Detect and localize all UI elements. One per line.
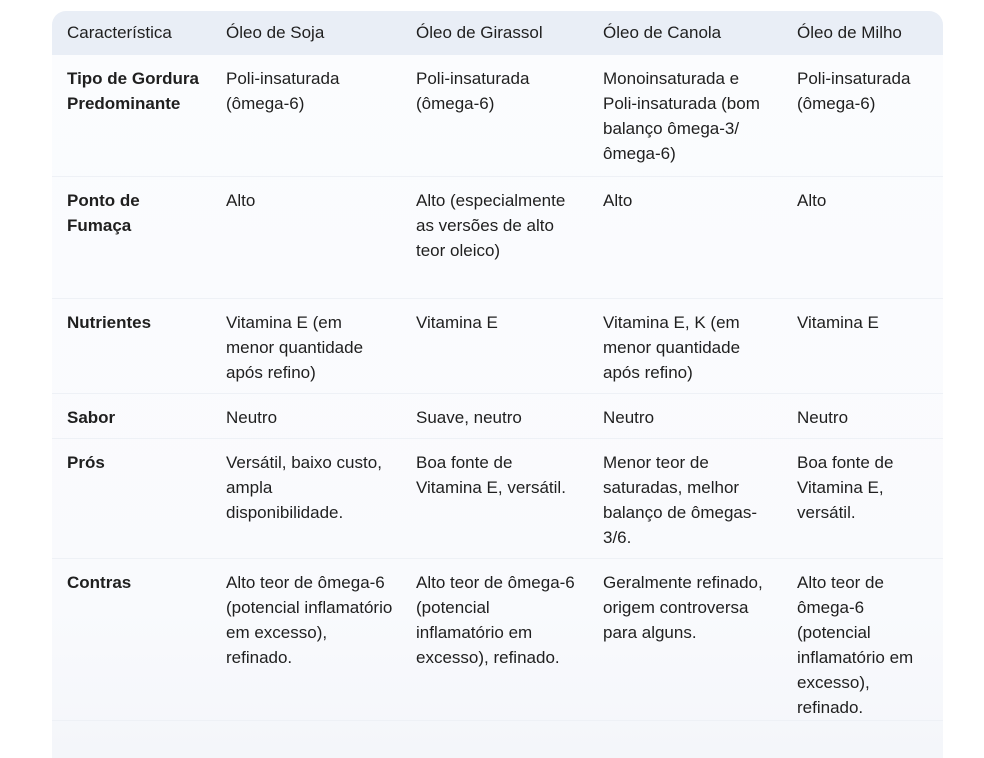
- cell-girassol: Alto teor de ômega-6 (potencial inflamatório em excesso), refinado.: [416, 572, 575, 667]
- cell-soja: Alto teor de ômega-6 (potencial inflamatório em excesso), refinado.: [226, 572, 393, 667]
- cell-canola: Neutro: [603, 407, 655, 427]
- table-row-contras: [52, 558, 943, 720]
- cell-girassol: Alto (especialmente as versões de alto teor oleico): [416, 190, 566, 260]
- header-oleo-soja: Óleo de Soja: [226, 23, 325, 42]
- cell-milho: Neutro: [797, 407, 849, 427]
- cell-milho: Poli-insaturada (ômega-6): [797, 69, 911, 113]
- cell-soja: Poli-insaturada (ômega-6): [226, 69, 340, 113]
- comparison-table-container: [52, 11, 943, 758]
- cell-soja: Alto: [226, 190, 256, 210]
- header-oleo-milho: Óleo de Milho: [797, 23, 902, 42]
- cell-canola: Menor teor de saturadas, melhor balanço de ômegas-3/6.: [603, 452, 758, 547]
- cell-canola: Vitamina E, K (em menor quantidade após refino): [603, 312, 741, 382]
- table-row-pros: [52, 438, 943, 558]
- cell-girassol: Boa fonte de Vitamina E, versátil.: [416, 452, 566, 497]
- row-label: Ponto de Fumaça: [67, 190, 140, 235]
- table-row-sabor: [52, 393, 943, 438]
- cell-canola: Monoinsaturada e Poli-insaturada (bom balanço ômega-3/ômega-6): [603, 69, 760, 163]
- header-caracteristica: Característica: [67, 23, 172, 42]
- cell-milho: Vitamina E: [797, 312, 879, 332]
- cell-milho: Boa fonte de Vitamina E, versátil.: [797, 452, 894, 522]
- table-row-ponto-fumaca: [52, 176, 943, 298]
- row-label: Prós: [67, 452, 105, 472]
- cell-girassol: Vitamina E: [416, 312, 498, 332]
- cell-girassol: Suave, neutro: [416, 407, 522, 427]
- cell-milho: Alto teor de ômega-6 (potencial inflamatório em excesso), refinado.: [797, 572, 914, 717]
- row-label: Nutrientes: [67, 312, 152, 332]
- cell-milho: Alto: [797, 190, 827, 210]
- cell-soja: Vitamina E (em menor quantidade após refino): [226, 312, 364, 382]
- cell-canola: Geralmente refinado, origem controversa para alguns.: [603, 572, 763, 642]
- row-label: Contras: [67, 572, 132, 592]
- cell-girassol: Poli-insaturada (ômega-6): [416, 69, 530, 113]
- table-row-nutrientes: [52, 298, 943, 393]
- table-row-tipo-gordura: [52, 55, 943, 176]
- table-header-row: [52, 11, 943, 55]
- header-oleo-canola: Óleo de Canola: [603, 23, 722, 42]
- oil-comparison-table: [52, 11, 943, 721]
- cell-canola: Alto: [603, 190, 633, 210]
- row-label: Tipo de Gordura Predominante: [67, 69, 199, 113]
- row-label: Sabor: [67, 407, 116, 427]
- cell-soja: Neutro: [226, 407, 278, 427]
- header-oleo-girassol: Óleo de Girassol: [416, 23, 543, 42]
- cell-soja: Versátil, baixo custo, ampla disponibilidade.: [226, 452, 382, 522]
